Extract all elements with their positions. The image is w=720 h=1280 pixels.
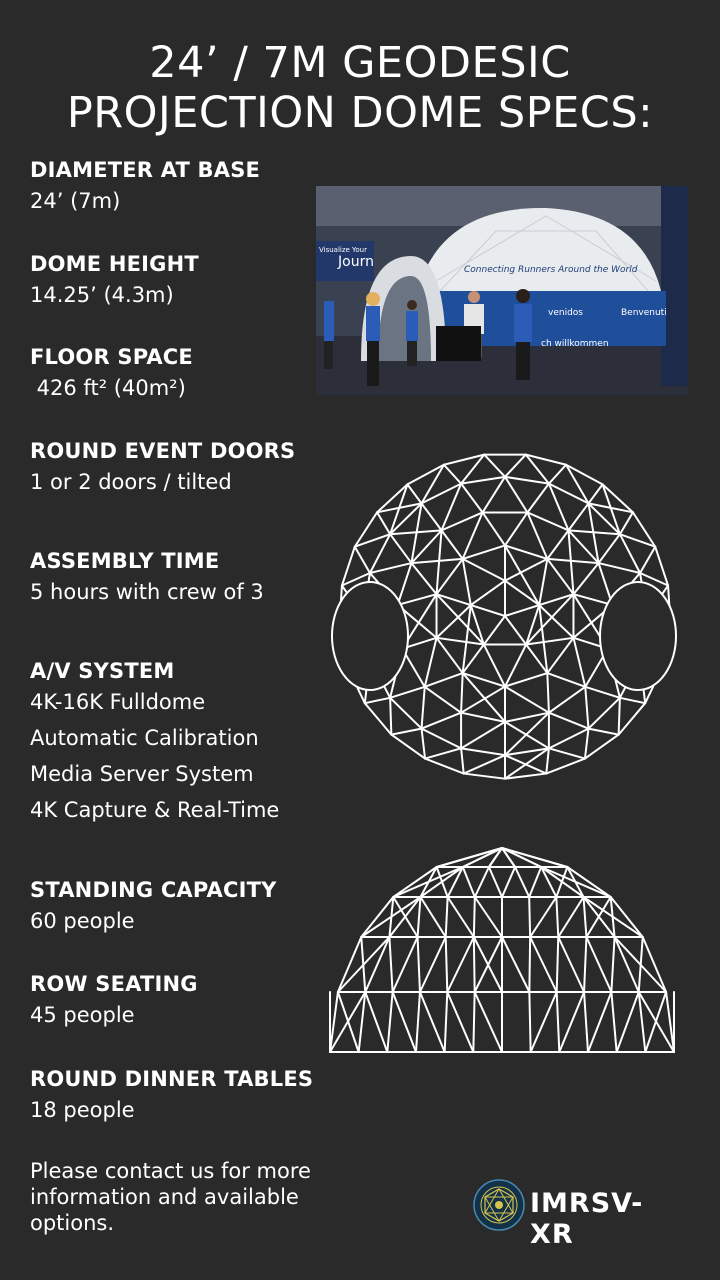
spec-dome-height (30, 251, 199, 313)
spec-value: 45 people (30, 1003, 135, 1027)
spec-event-doors (30, 438, 295, 500)
title-line-2: PROJECTION DOME SPECS: (66, 88, 654, 138)
spec-label: ROUND DINNER TABLES (30, 1067, 314, 1091)
spec-value: Media Server System (30, 762, 254, 786)
spec-assembly-time (30, 548, 264, 610)
photo-banner-big: Journ (338, 254, 374, 270)
spec-label: DOME HEIGHT (30, 252, 199, 276)
photo-panel-text-3: ch willkommen (541, 339, 609, 349)
logo-icon (472, 1178, 526, 1232)
spec-dinner-tables (30, 1066, 313, 1128)
contact-line-2: information and available (30, 1185, 299, 1209)
event-photo-illustration (316, 186, 688, 395)
spec-label: ASSEMBLY TIME (30, 549, 220, 573)
spec-label: A/V SYSTEM (30, 659, 175, 683)
title-line-1: 24’ / 7M GEODESIC (149, 38, 571, 88)
brand-logo (472, 1178, 672, 1250)
spec-floor-space (30, 344, 193, 406)
spec-label: DIAMETER AT BASE (30, 158, 261, 182)
photo-dome-banner: Connecting Runners Around the World (464, 265, 638, 275)
spec-value: 1 or 2 doors / tilted (30, 470, 232, 494)
spec-label: ROW SEATING (30, 972, 198, 996)
spec-value: 18 people (30, 1098, 135, 1122)
spec-value: 14.25’ (4.3m) (30, 283, 174, 307)
event-photo (316, 186, 688, 395)
dome-side-view-diagram (326, 842, 678, 1058)
spec-value: 4K Capture & Real-Time (30, 798, 280, 822)
photo-panel-text-1: venidos (548, 308, 583, 318)
logo-wordmark: IMRSV-XR (530, 1188, 644, 1250)
spec-standing-capacity (30, 877, 277, 939)
photo-banner-small: Visualize Your (319, 246, 367, 254)
spec-value: 5 hours with crew of 3 (30, 580, 264, 604)
spec-value: 60 people (30, 909, 135, 933)
contact-line-1: Please contact us for more (30, 1159, 311, 1183)
photo-panel-text-2: Benvenuti (621, 308, 667, 318)
spec-value: 4K-16K Fulldome (30, 690, 206, 714)
spec-value: 426 ft² (40m²) (30, 376, 186, 400)
spec-label: FLOOR SPACE (30, 345, 193, 369)
spec-diameter (30, 157, 260, 219)
spec-label: ROUND EVENT DOORS (30, 439, 296, 463)
contact-text (30, 1158, 390, 1236)
spec-value: 24’ (7m) (30, 189, 121, 213)
door-outline (332, 582, 408, 690)
contact-line-3: options. (30, 1211, 115, 1235)
spec-av-system (30, 658, 279, 828)
spec-row-seating (30, 971, 198, 1033)
page-title (0, 38, 720, 138)
spec-value: Automatic Calibration (30, 726, 259, 750)
door-outline (600, 582, 676, 690)
spec-label: STANDING CAPACITY (30, 878, 277, 902)
dome-top-view-diagram (330, 448, 680, 788)
